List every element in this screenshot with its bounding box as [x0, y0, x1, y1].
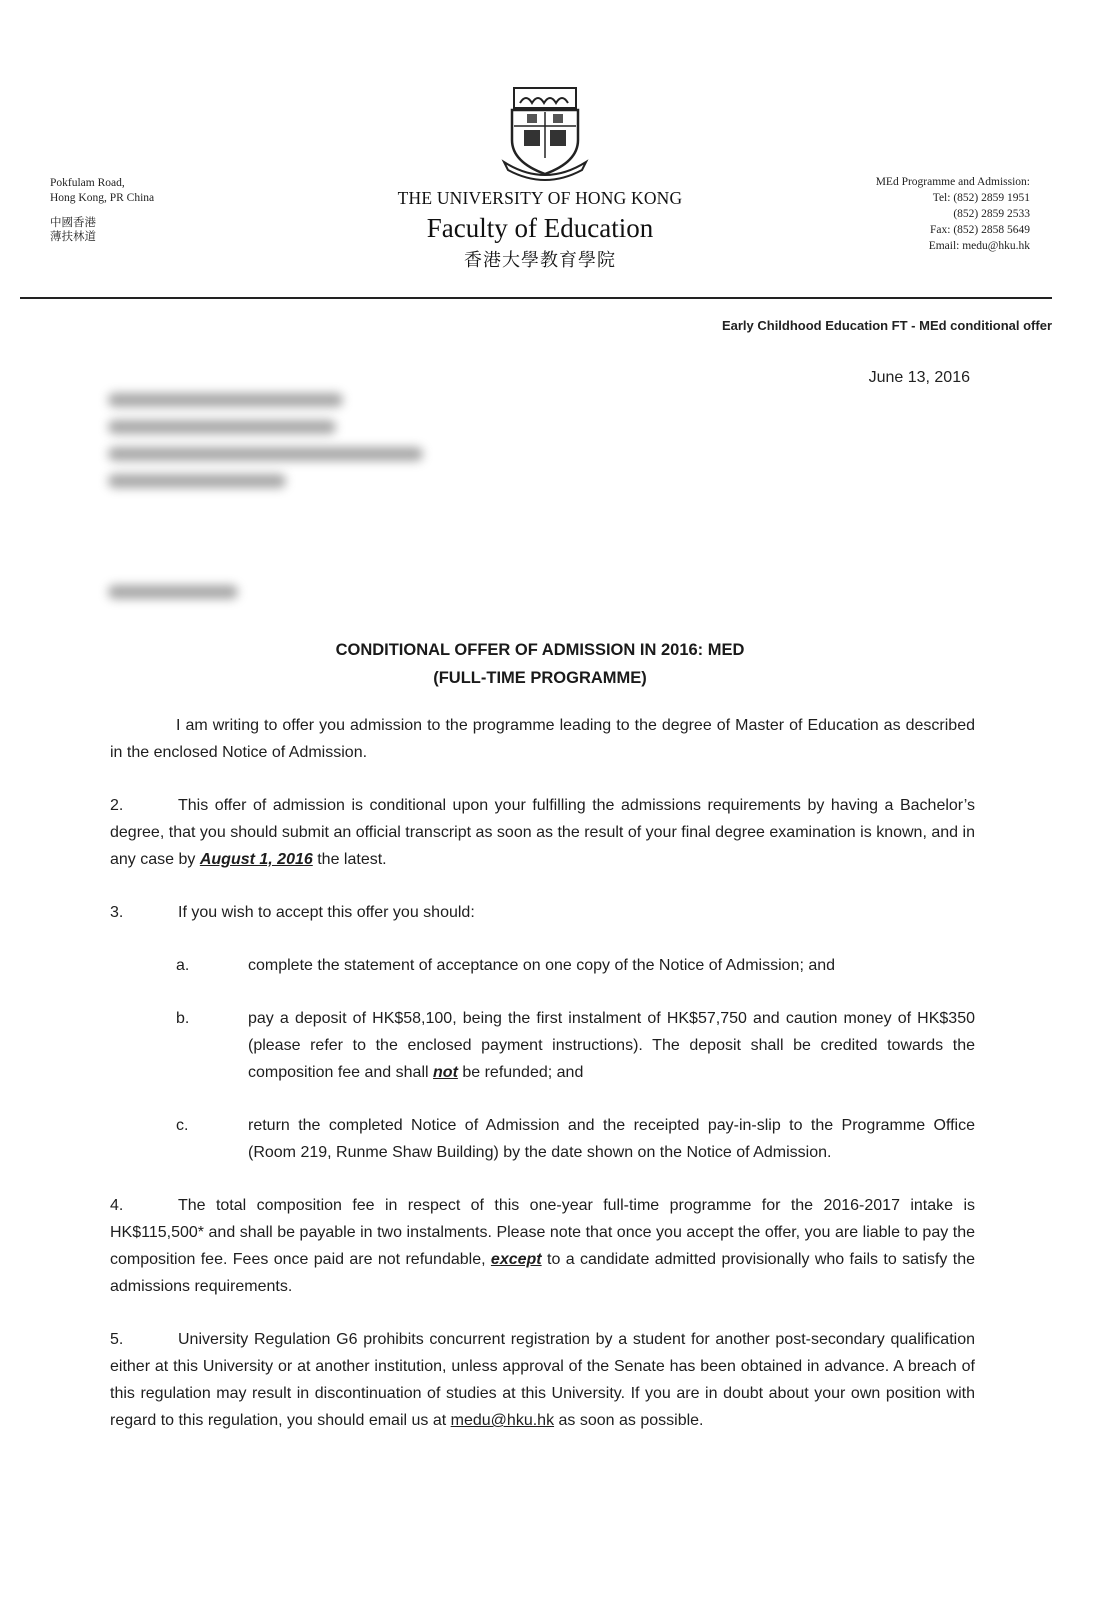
paragraph-number: 2. [110, 797, 124, 814]
email-link[interactable]: medu@hku.hk [450, 1412, 555, 1429]
faculty-name: Faculty of Education [426, 213, 654, 243]
address-line-cn: 中國香港 [50, 217, 96, 229]
header-divider [20, 297, 1052, 299]
letterhead [340, 188, 740, 272]
paragraph-4: 4. The total composition fee in respect of this one-year full-time programme for the 2016-2017 intake is HK$115,500* and shall be payable in two instalments. Please note that once you accept the offer, you are liable to pay the composition fee. Fees once paid are not refundable, except to a candidate admitted provisionally who fails to satisfy the admissions requirements. [110, 1192, 975, 1300]
list-item-text: complete the statement of acceptance on one copy of the Notice of Admission; and [248, 957, 836, 974]
letter-title [240, 636, 840, 692]
paragraph-2: 2. This offer of admission is conditional upon your fulfilling the admissions requirements by having a Bachelor’s degree, that you should submit an official transcript as soon as the result of your final degree examination is known, and in any case by August 1, 2016 the latest. [110, 792, 975, 873]
list-item-label: b. [176, 1010, 190, 1027]
list-item-text: pay a deposit of HK$58,100, being the first instalment of HK$57,750 and caution money of HK$350 (please refer to the enclosed payment instructions). The deposit shall be credited towards the composition fee and shall not be refunded; and [248, 1010, 975, 1081]
contact-block [790, 174, 1030, 254]
emphasis-except: except [490, 1251, 542, 1268]
contact-tel-2: (852) 2859 2533 [953, 208, 1030, 220]
redacted-recipient-address [108, 393, 438, 501]
contact-email: Email: medu@hku.hk [928, 240, 1030, 252]
paragraph-3: 3. If you wish to accept this offer you should: [110, 899, 975, 926]
title-line-1: CONDITIONAL OFFER OF ADMISSION IN 2016: MED [335, 641, 745, 659]
paragraph-number: 5. [110, 1331, 124, 1348]
university-name: THE UNIVERSITY OF HONG KONG [397, 188, 683, 208]
paragraph-number: 3. [110, 904, 124, 921]
address-line-cn: 薄扶林道 [50, 231, 96, 243]
address-line: Hong Kong, PR China [50, 192, 155, 204]
list-item-label: c. [176, 1117, 189, 1134]
list-item [176, 952, 975, 979]
paragraph-number: 4. [110, 1197, 124, 1214]
letter-body [110, 712, 975, 1460]
contact-tel: Tel: (852) 2859 1951 [932, 192, 1030, 204]
list-item-label: a. [176, 957, 190, 974]
list-item [176, 1005, 975, 1086]
university-crest-logo [500, 86, 590, 182]
title-line-2: (FULL-TIME PROGRAMME) [433, 669, 647, 687]
deadline-date: August 1, 2016 [199, 851, 313, 868]
paragraph-5: 5. University Regulation G6 prohibits concurrent registration by a student for another post-secondary qualification either at this University or at another institution, unless approval of the Senate has been obtained in advance. A breach of this regulation may result in discontinuation of studies at this University. If you are in doubt about your own position with regard to this regulation, you should email us at medu@hku.hk as soon as possible. [110, 1326, 975, 1434]
faculty-name-cn: 香港大學教育學院 [464, 250, 616, 270]
address-block [50, 176, 154, 244]
letter-date: June 13, 2016 [868, 369, 970, 386]
reference-line: Early Childhood Education FT - MEd conditional offer [721, 318, 1052, 333]
address-line: Pokfulam Road, [50, 177, 125, 189]
contact-heading: MEd Programme and Admission: [875, 176, 1030, 188]
list-item [176, 1112, 975, 1166]
emphasis-not: not [433, 1064, 458, 1081]
list-item-text: return the completed Notice of Admission and the receipted pay-in-slip to the Programme Office (Room 219, Runme Shaw Building) by the date shown on the Notice of Admission. [248, 1117, 975, 1161]
redacted-salutation [108, 585, 238, 599]
contact-fax: Fax: (852) 2858 5649 [930, 224, 1030, 236]
paragraph-1: I am writing to offer you admission to the programme leading to the degree of Master of Education as described in the enclosed Notice of Admission. [110, 717, 975, 761]
